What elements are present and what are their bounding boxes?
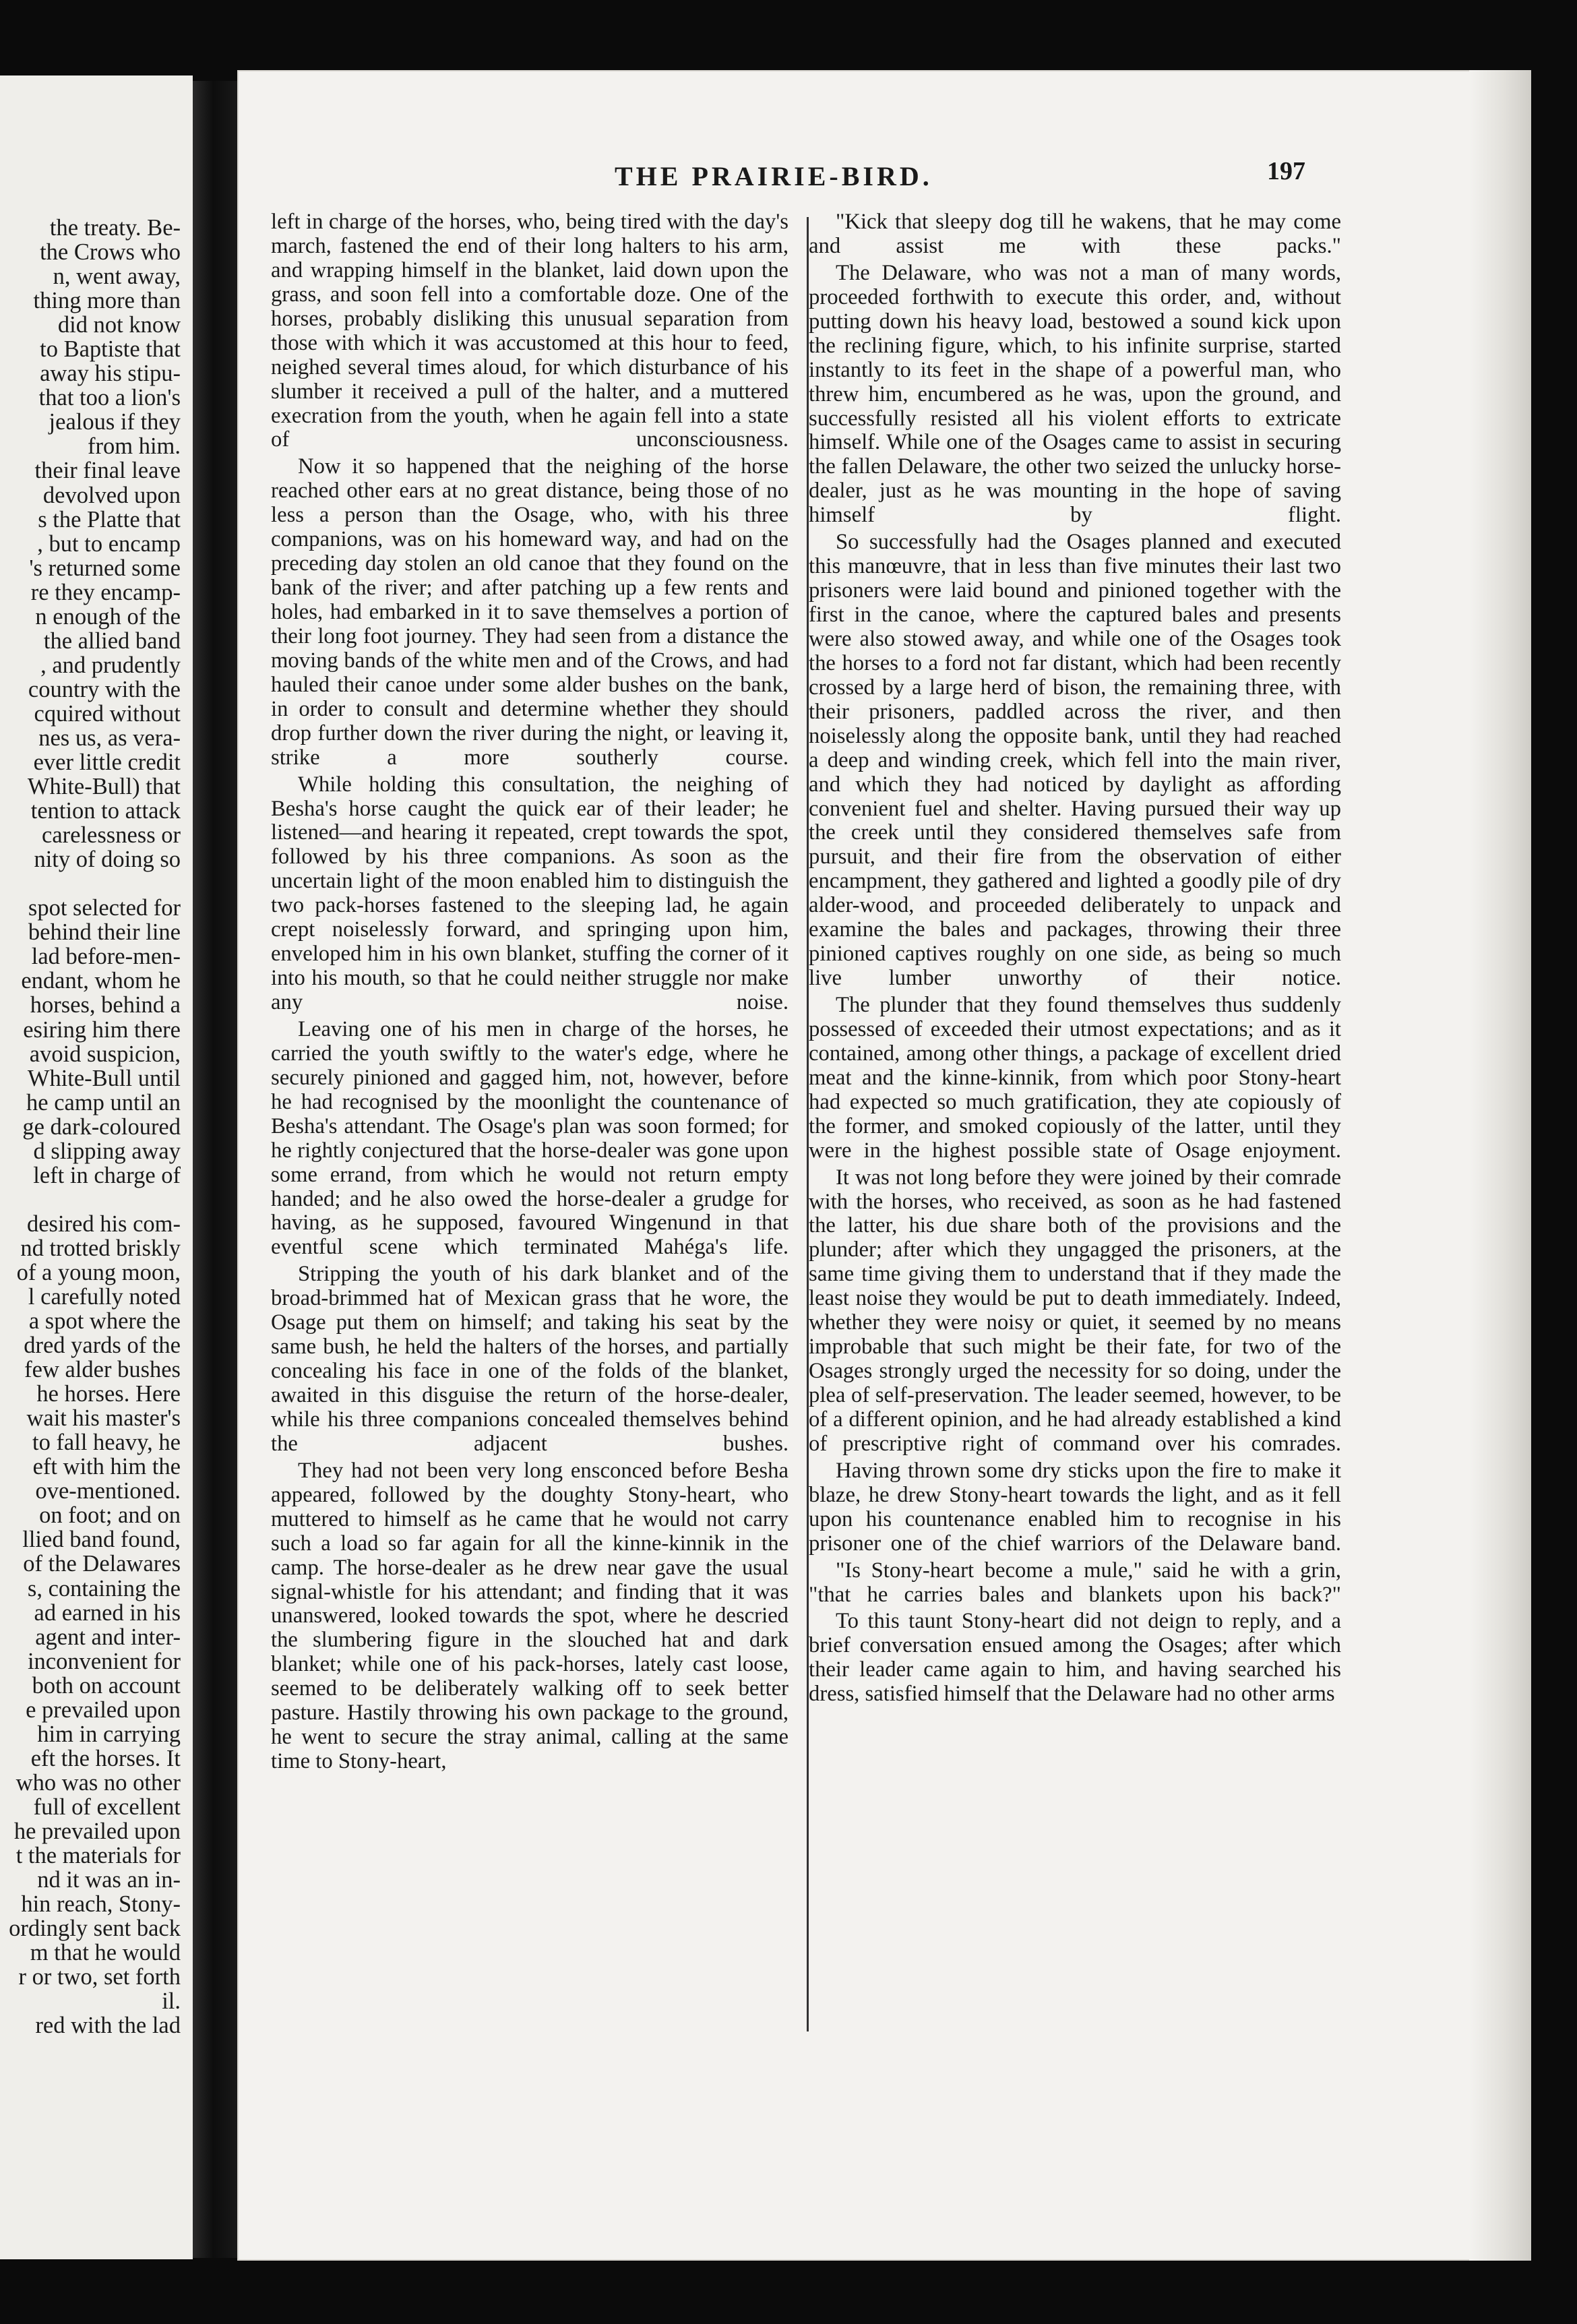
facing-page-line: desired his com- bbox=[26, 1211, 181, 1237]
facing-page-line: country with the bbox=[28, 676, 181, 702]
facing-page-line: their final leave bbox=[34, 458, 181, 484]
paragraph: While holding this consultation, the neighing of Besha's horse caught the quick ear of their leader; he listened—and hearing it repeated, crept towards the spot, followed by his three companions. As soon as the uncertain light of the moon enabled him to distinguish the two pack-horses fastened to the sleeping lad, he again crept noiselessly forward, and springing upon him, enveloped him in his own blanket, stuffing the corner of it into his mouth, so that he could neither struggle nor make any noise. bbox=[271, 772, 788, 1014]
facing-page-line: on foot; and on bbox=[39, 1502, 181, 1529]
facing-page-line: he horses. Here bbox=[36, 1381, 181, 1407]
facing-page-line: , but to encamp bbox=[37, 530, 181, 557]
facing-page-line: m that he would bbox=[30, 1940, 181, 1966]
facing-page-line: il. bbox=[162, 1988, 181, 2015]
facing-page-line: dred yards of the bbox=[24, 1333, 181, 1359]
facing-page-line: s the Platte that bbox=[38, 506, 181, 532]
facing-page-line: eft with him the bbox=[32, 1454, 181, 1480]
facing-page-line: did not know bbox=[57, 312, 181, 338]
facing-page-line: ge dark-coloured bbox=[22, 1113, 181, 1140]
facing-page-line: nes us, as vera- bbox=[38, 725, 181, 751]
paragraph: It was not long before they were joined by their comrade with the horses, who received, as soon as he had fastened the latter, his due share both of the provisions and the plunder; after which they ungagged the prisoners, at the same time giving them to understand that if they made the least noise they would be put to death immediately. Indeed, whether they were noisy or quiet, it seemed by no means improbable that such might be their fate, for two of the Osages strongly urged the necessity for so doing, under the plea of self-preservation. The leader seemed, however, to be of a different opinion, and he had already established a kind of prescriptive right of command over his comrades. bbox=[809, 1165, 1341, 1456]
facing-page-line: of the Delawares bbox=[23, 1551, 181, 1577]
facing-page-line: eft the horses. It bbox=[30, 1745, 181, 1771]
facing-page-line: agent and inter- bbox=[35, 1624, 181, 1650]
facing-page-line: endant, whom he bbox=[21, 968, 181, 994]
text-column-right bbox=[809, 210, 1341, 1707]
facing-page-line: inconvenient for bbox=[27, 1648, 181, 1674]
facing-page-line: White-Bull) that bbox=[27, 774, 181, 800]
page-number: 197 bbox=[1267, 157, 1305, 185]
line-gap bbox=[0, 872, 181, 896]
paragraph: They had not been very long ensconced before Besha appeared, followed by the doughty Stony-heart, who muttered to himself as he came that he would not carry such a load so far again for all the kinne-kinnik in the camp. The horse-dealer as he drew near gave the usual signal-whistle for his attendant; and finding that it was unanswered, looked towards the spot, where he descried the slumbering figure in the slouched hat and dark blanket; while one of his pack-horses, lately cast loose, seemed to be deliberately walking off to seek better pasture. Hastily throwing his own package to the ground, he went to secure the stray animal, calling at the same time to Stony-heart, bbox=[271, 1458, 788, 1774]
facing-page-line: r or two, set forth bbox=[18, 1964, 181, 1990]
facing-page-line: e prevailed upon bbox=[26, 1696, 181, 1723]
paragraph: So successfully had the Osages planned and executed this manœuvre, that in less than five minutes their last two prisoners were laid bound and pinioned together with the first in the canoe, where the captured bales and presents were also stowed away, and while one of the Osages took the horses to a ford not far distant, which had been recently crossed by a large herd of bison, the remaining three, with their prisoners, paddled across the river, and then noiselessly along the opposite bank, until they had reached a deep and winding creek, which fell into the main river, and which they had noticed by daylight as affording convenient fuel and shelter. Having pursued their way up the creek until they considered themselves safe from pursuit, and their fire from the observation of either encampment, they gathered and lighted a goodly pile of dry alder-wood, and proceeded deliberately to unpack and examine the bales and packages, throwing their three pinioned captives roughly on one side, as being so much live lumber unworthy of their notice. bbox=[809, 530, 1341, 991]
facing-page-line: nd trotted briskly bbox=[20, 1235, 181, 1261]
facing-page-line: 's returned some bbox=[29, 555, 181, 581]
facing-page-line: t the materials for bbox=[16, 1843, 181, 1869]
paragraph: Stripping the youth of his dark blanket and of the broad-brimmed hat of Mexican grass that he wore, the Osage put them on himself; and taking his seat by the same bush, he held the halters of the horses, and partially concealing his face in one of the folds of the blanket, awaited in this disguise the return of the horse-dealer, while his three companions concealed themselves behind the adjacent bushes. bbox=[271, 1262, 788, 1456]
facing-page-line: few alder bushes bbox=[24, 1357, 181, 1383]
facing-page-line: from him. bbox=[88, 433, 181, 460]
facing-page-line: d slipping away bbox=[33, 1138, 181, 1164]
paragraph: The Delaware, who was not a man of many words, proceeded forthwith to execute this order, and, without putting down his heavy load, bestowed a sound kick upon the reclining figure, which, to his infinite surprise, started instantly to its feet in the shape of a powerful man, who threw him, encumbered as he was, upon the ground, and successfully resisted all his violent efforts to extricate himself. While one of the Osages came to assist in securing the fallen Delaware, the other two seized the unlucky horse-dealer, just as he was mounting in the hope of saving himself by flight. bbox=[809, 260, 1341, 528]
facing-page-line: the Crows who bbox=[40, 239, 181, 266]
facing-page-line: nd it was an in- bbox=[37, 1867, 181, 1893]
facing-page-line: nity of doing so bbox=[34, 847, 181, 873]
facing-page-line: devolved upon bbox=[42, 482, 181, 508]
book-gutter bbox=[193, 81, 239, 2258]
facing-page-line: thing more than bbox=[33, 288, 181, 314]
facing-page-line: who was no other bbox=[16, 1769, 181, 1796]
facing-page-line: left in charge of bbox=[33, 1162, 181, 1188]
facing-page-line: avoid suspicion, bbox=[29, 1041, 181, 1067]
paragraph: "Is Stony-heart become a mule," said he with a grin, "that he carries bales and blankets upon his back?" bbox=[809, 1558, 1341, 1607]
facing-page-line: to fall heavy, he bbox=[32, 1430, 181, 1456]
facing-page-line: to Baptiste that bbox=[40, 336, 181, 363]
facing-page-line: s, containing the bbox=[27, 1575, 181, 1601]
facing-page-line: llied band found, bbox=[22, 1527, 181, 1553]
facing-page-line: wait his master's bbox=[26, 1405, 181, 1432]
facing-page-line: spot selected for bbox=[28, 895, 181, 921]
paragraph: Having thrown some dry sticks upon the fire to make it blaze, he drew Stony-heart towards the light, and as it fell upon his countenance enabled him to recognise in his prisoner one of the chief warriors of the Delaware band. bbox=[809, 1458, 1341, 1556]
facing-page-line: behind their line bbox=[28, 919, 181, 946]
paragraph: Now it so happened that the neighing of the horse reached other ears at no great distance, being those of no less a person than the Osage, who, with his three companions, was on his homeward way, and had on the preceding day stolen an old canoe that they found on the bank of the river; and after patching up a few rents and holes, had embarked in it to save themselves a portion of their long foot journey. They had seen from a distance the moving bands of the white men and of the Crows, and had hauled their canoe under some alder bushes on the bank, in order to consult and determine whether they should drop further down the river during the night, or leaving it, strike a more southerly course. bbox=[271, 454, 788, 770]
facing-page-line: he camp until an bbox=[26, 1089, 181, 1115]
paragraph: left in charge of the horses, who, being tired with the day's march, fastened the end of their long halters to his arm, and wrapping himself in the blanket, laid down upon the grass, and soon fell into a comfortable doze. One of the horses, probably disliking this unusual separation from those with which it was accustomed at this hour to feed, neighed several times aloud, for which disturbance of his slumber it received a pull of the halter, and a muttered execration from the youth, when he again fell into a state of unconsciousness. bbox=[271, 210, 788, 452]
facing-page-line: hin reach, Stony- bbox=[21, 1891, 181, 1918]
facing-page-left bbox=[0, 75, 193, 2259]
facing-page-line: a spot where the bbox=[28, 1308, 181, 1335]
page-edge bbox=[1469, 70, 1531, 2261]
facing-page-line: White-Bull until bbox=[27, 1065, 181, 1091]
facing-page-line: that too a lion's bbox=[38, 385, 181, 411]
facing-page-line: of a young moon, bbox=[16, 1259, 181, 1285]
facing-page-line: he prevailed upon bbox=[13, 1818, 181, 1844]
facing-page-line: n enough of the bbox=[35, 603, 181, 630]
facing-page-line: n, went away, bbox=[53, 264, 181, 290]
facing-page-line: jealous if they bbox=[49, 409, 181, 435]
paragraph: The plunder that they found themselves thus suddenly possessed of exceeded their utmost expectations; and as it contained, among other things, a package of excellent dried meat and the kinne-kinnik, from which poor Stony-heart had expected so much gratification, they ate copiously of the former, and smoked copiously of the latter, until they were in the highest possible state of Osage enjoyment. bbox=[809, 993, 1341, 1163]
facing-page-line: re they encamp- bbox=[30, 579, 181, 605]
facing-page-line: him in carrying bbox=[37, 1721, 181, 1747]
text-column-left bbox=[271, 210, 788, 1774]
facing-page-line: carelessness or bbox=[42, 822, 181, 849]
paragraph: Leaving one of his men in charge of the horses, he carried the youth swiftly to the water's edge, where he securely pinioned and gagged him, not, however, before he had recognised by the moonlight the countenance of Besha's attendant. The Osage's plan was soon formed; for he rightly conjectured that the horse-dealer was gone upon some errand, from which he would not return empty handed; and he also owed the horse-dealer a grudge for having, as he supposed, favoured Wingenund in that eventful scene which terminated Mahéga's life. bbox=[271, 1016, 788, 1260]
line-gap bbox=[0, 1188, 181, 1212]
facing-page-line: , and prudently bbox=[40, 652, 181, 678]
facing-page-line: the treaty. Be- bbox=[49, 215, 181, 241]
facing-page-line: both on account bbox=[32, 1672, 181, 1699]
facing-page-line: cquired without bbox=[34, 700, 181, 727]
running-head: THE PRAIRIE-BIRD. bbox=[615, 161, 933, 191]
facing-page-line: ever little credit bbox=[33, 750, 181, 776]
paragraph: To this taunt Stony-heart did not deign to reply, and a brief conversation ensued among the Osages; after which their leader came again to him, and having searched his dress, satisfied himself that the Delaware had no other arms bbox=[809, 1609, 1341, 1707]
facing-page-line: ordingly sent back bbox=[9, 1916, 181, 1942]
paragraph: "Kick that sleepy dog till he wakens, that he may come and assist me with these packs." bbox=[809, 210, 1341, 258]
facing-page-line: tention to attack bbox=[30, 798, 181, 824]
facing-page-text bbox=[0, 216, 181, 2038]
facing-page-line: lad before-men- bbox=[31, 944, 181, 970]
facing-page-line: ove-mentioned. bbox=[35, 1478, 181, 1504]
facing-page-line: ad earned in his bbox=[34, 1599, 181, 1626]
facing-page-line: away his stipu- bbox=[40, 361, 181, 387]
facing-page-line: l carefully noted bbox=[28, 1283, 181, 1310]
facing-page-line: esiring him there bbox=[23, 1016, 181, 1043]
facing-page-line: the allied band bbox=[43, 628, 181, 654]
facing-page-line: horses, behind a bbox=[30, 992, 181, 1018]
facing-page-line: full of excellent bbox=[33, 1794, 181, 1820]
facing-page-line: red with the lad bbox=[35, 2013, 181, 2039]
